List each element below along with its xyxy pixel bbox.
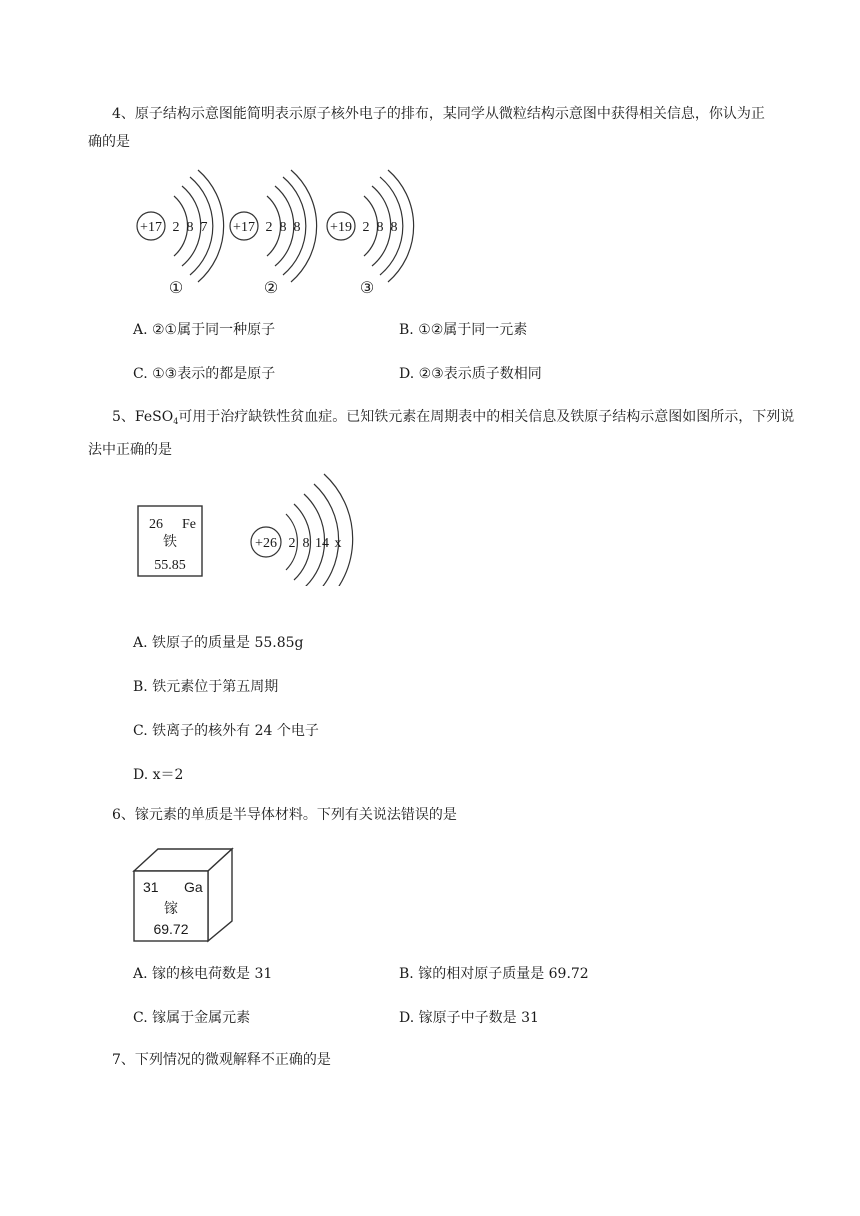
q6-option-d[interactable]: D. 镓原子中子数是 31: [399, 1010, 539, 1026]
q5-stem-subscript: 4: [173, 417, 179, 426]
gallium-element-cube: [128, 845, 240, 947]
element-symbol: Ga: [184, 879, 203, 895]
q4-option-c[interactable]: C. ①③表示的都是原子: [133, 366, 276, 382]
shell-count: 8: [390, 220, 398, 235]
shell-count: 2: [362, 220, 370, 235]
diagram-label: ②: [263, 280, 279, 297]
element-symbol: Fe: [182, 517, 196, 532]
q4-option-a[interactable]: A. ②①属于同一种原子: [133, 322, 276, 338]
shell-count: x: [334, 536, 342, 551]
shell-count: 7: [200, 220, 208, 235]
nucleus-charge: +17: [140, 220, 162, 235]
shell-count: 14: [315, 536, 329, 551]
shell-count: 2: [172, 220, 180, 235]
q5-stem-prefix: 5、FeSO: [112, 409, 174, 425]
question-5-stem: [88, 403, 802, 464]
atomic-mass: 69.72: [153, 921, 189, 937]
shell-count: 8: [279, 220, 287, 235]
q4-option-b[interactable]: B. ①②属于同一元素: [399, 322, 528, 338]
q6-option-b[interactable]: B. 镓的相对原子质量是 69.72: [399, 966, 589, 982]
q5-stem-body: 可用于治疗缺铁性贫血症。已知铁元素在周期表中的相关信息及铁原子结构示意图如图所示，下列说法中正确的是: [88, 409, 795, 458]
shell-count: 8: [186, 220, 194, 235]
atomic-number: 31: [143, 879, 159, 895]
q4-option-d[interactable]: D. ②③表示质子数相同: [399, 366, 542, 382]
q6-option-c[interactable]: C. 镓属于金属元素: [133, 1010, 251, 1026]
element-name: 铁: [163, 535, 177, 550]
question-4-stem: 4、原子结构示意图能简明表示原子核外电子的排布，某同学从微粒结构示意图中获得相关信息，你认为正确的是: [88, 106, 765, 150]
element-name: 镓: [164, 901, 178, 917]
nucleus-charge: +17: [233, 220, 255, 235]
q5-option-d[interactable]: D. x＝2: [133, 767, 184, 783]
q5-option-b[interactable]: B. 铁元素位于第五周期: [133, 679, 279, 695]
iron-figure: [130, 468, 360, 586]
shell-count: 2: [288, 536, 296, 551]
shell-count: 8: [293, 220, 301, 235]
q5-option-c[interactable]: C. 铁离子的核外有 24 个电子: [133, 723, 319, 739]
shell-count: 8: [376, 220, 384, 235]
q6-option-a[interactable]: A. 镓的核电荷数是 31: [133, 966, 273, 982]
atomic-mass: 55.85: [154, 558, 186, 573]
atomic-structure-diagrams: [120, 168, 420, 298]
atomic-number: 26: [149, 517, 163, 532]
shell-count: 2: [265, 220, 273, 235]
shell-count: 8: [302, 536, 310, 551]
nucleus-charge: +19: [330, 220, 352, 235]
diagram-label: ③: [359, 280, 375, 297]
question-6-stem: 6、镓元素的单质是半导体材料。下列有关说法错误的是: [112, 807, 457, 823]
nucleus-charge: +26: [255, 536, 277, 551]
diagram-label: ①: [168, 280, 184, 297]
q5-option-a[interactable]: A. 铁原子的质量是 55.85g: [133, 635, 304, 651]
question-7-stem: 7、下列情况的微观解释不正确的是: [112, 1052, 331, 1068]
